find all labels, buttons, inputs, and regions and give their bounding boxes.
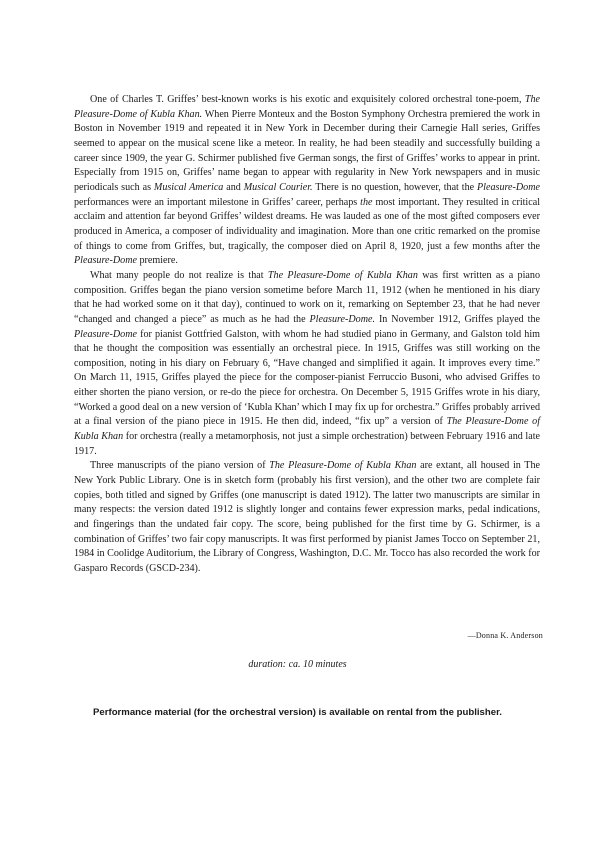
italic-title-text: Pleasure-Dome bbox=[74, 328, 137, 340]
body-text: was first written as a piano composition. Griffes began the piano version sometime before March 11, 1912 (when he mentioned in his diary that he had worked some on it that day), continued to work on it, remarking on September 23, that he had never “changed and changed a piece” as much as he had the bbox=[74, 269, 540, 325]
paragraph bbox=[74, 269, 540, 460]
body-text: most important. They resulted in critical acclaim and attention far beyond Griffes’ wildest dreams. He was lauded as one of the most gifted composers ever produced in America, a composer of individuality and imagination. More than one critic remarked on the promise of things to come from Griffes, but, tragically, the composer died on April 8, 1920, just a few months after the bbox=[74, 196, 540, 252]
body-text: for pianist Gottfried Galston, with whom he had studied piano in Germany, and Galston told him that he thought the composition was essentially an orchestral piece. In 1915, Griffes was still working on the composition, noting in his diary on February 6, “Have changed and simplified it again. It improves every time.” On March 11, 1915, Griffes played the piece for the composer-pianist Ferruccio Busoni, who advised Griffes to either shorten the piano version, or re-do the piece for orchestra. On December 5, 1915 Griffes wrote in his diary, “Worked a good deal on a new version of ‘Kubla Khan’ which I may fix up for orchestra.” Griffes probably arrived at a final version of the piano piece in 1915. He then did, indeed, “fix up” a version of bbox=[74, 328, 540, 428]
body-text: and bbox=[223, 181, 244, 193]
body-text: for orchestra (really a metamorphosis, not just a simple orchestration) between February 1916 and late 1917. bbox=[74, 431, 540, 457]
author-signature: —Donna K. Anderson bbox=[467, 631, 543, 640]
italic-title-text: Pleasure-Dome bbox=[477, 181, 540, 193]
rental-note: Performance material (for the orchestral version) is available on rental from the publisher. bbox=[93, 707, 502, 718]
body-text: One of Charles T. Griffes’ best-known works is his exotic and exquisitely colored orchestral tone-poem, bbox=[90, 94, 525, 105]
italic-title-text: the bbox=[360, 196, 373, 208]
italic-title-text: The Pleasure-Dome of Kubla Khan. bbox=[74, 94, 540, 120]
italic-title-text: Pleasure-Dome bbox=[74, 255, 137, 267]
paragraph bbox=[74, 459, 540, 576]
italic-title-text: The Pleasure-Dome of Kubla Khan bbox=[267, 269, 418, 281]
body-text: Three manuscripts of the piano version of bbox=[90, 460, 270, 472]
essay-text bbox=[74, 93, 540, 577]
italic-title-text: The Pleasure-Dome of Kubla Khan bbox=[74, 416, 541, 443]
duration-note: duration: ca. 10 minutes bbox=[248, 659, 347, 670]
body-text: There is no question, however, that the bbox=[312, 181, 478, 193]
italic-title-text: Pleasure-Dome. bbox=[309, 313, 376, 325]
body-text: performances were an important milestone in Griffes’ career, perhaps bbox=[74, 196, 361, 208]
italic-title-text: Musical Courier. bbox=[243, 181, 313, 193]
body-text: In November 1912, Griffes played the bbox=[375, 313, 540, 325]
body-text: premiere. bbox=[136, 255, 178, 267]
paragraph bbox=[74, 93, 540, 269]
body-text: are extant, all housed in The New York Public Library. One is in sketch form (probably his first version), and the other two are complete fair copies, both titled and signed by Griffes (one manuscript is dated 1912). The latter two manuscripts are similar in many respects: the version dated 1912 is slightly longer and contains fewer expression marks, pedal indications, and fingerings than the undated fair copy. The score, being published for the first time by G. Schirmer, is a combination of Griffes’ two fair copy manuscripts. It was first performed by pianist James Tocco on September 21, 1984 in Coolidge Auditorium, the Library of Congress, Washington, D.C. Mr. Tocco has also recorded the work for Gasparo Records (GSCD-234). bbox=[74, 460, 541, 574]
body-text: What many people do not realize is that bbox=[90, 269, 268, 281]
italic-title-text: Musical America bbox=[153, 181, 224, 193]
italic-title-text: The Pleasure-Dome of Kubla Khan bbox=[269, 460, 417, 472]
body-text: When Pierre Monteux and the Boston Symphony Orchestra premiered the work in Boston in November 1919 and repeated it in New York in December during their Carnegie Hall series, Griffes seemed to appear on the musical scene like a meteor. In reality, he had been steadily and successfully building a career since 1909, the year G. Schirmer published five German songs, the first of Griffes’ works to appear in print. Especially from 1915 on, Griffes’ name began to appear with regularity in New York newspapers and in music periodicals such as bbox=[74, 108, 541, 193]
